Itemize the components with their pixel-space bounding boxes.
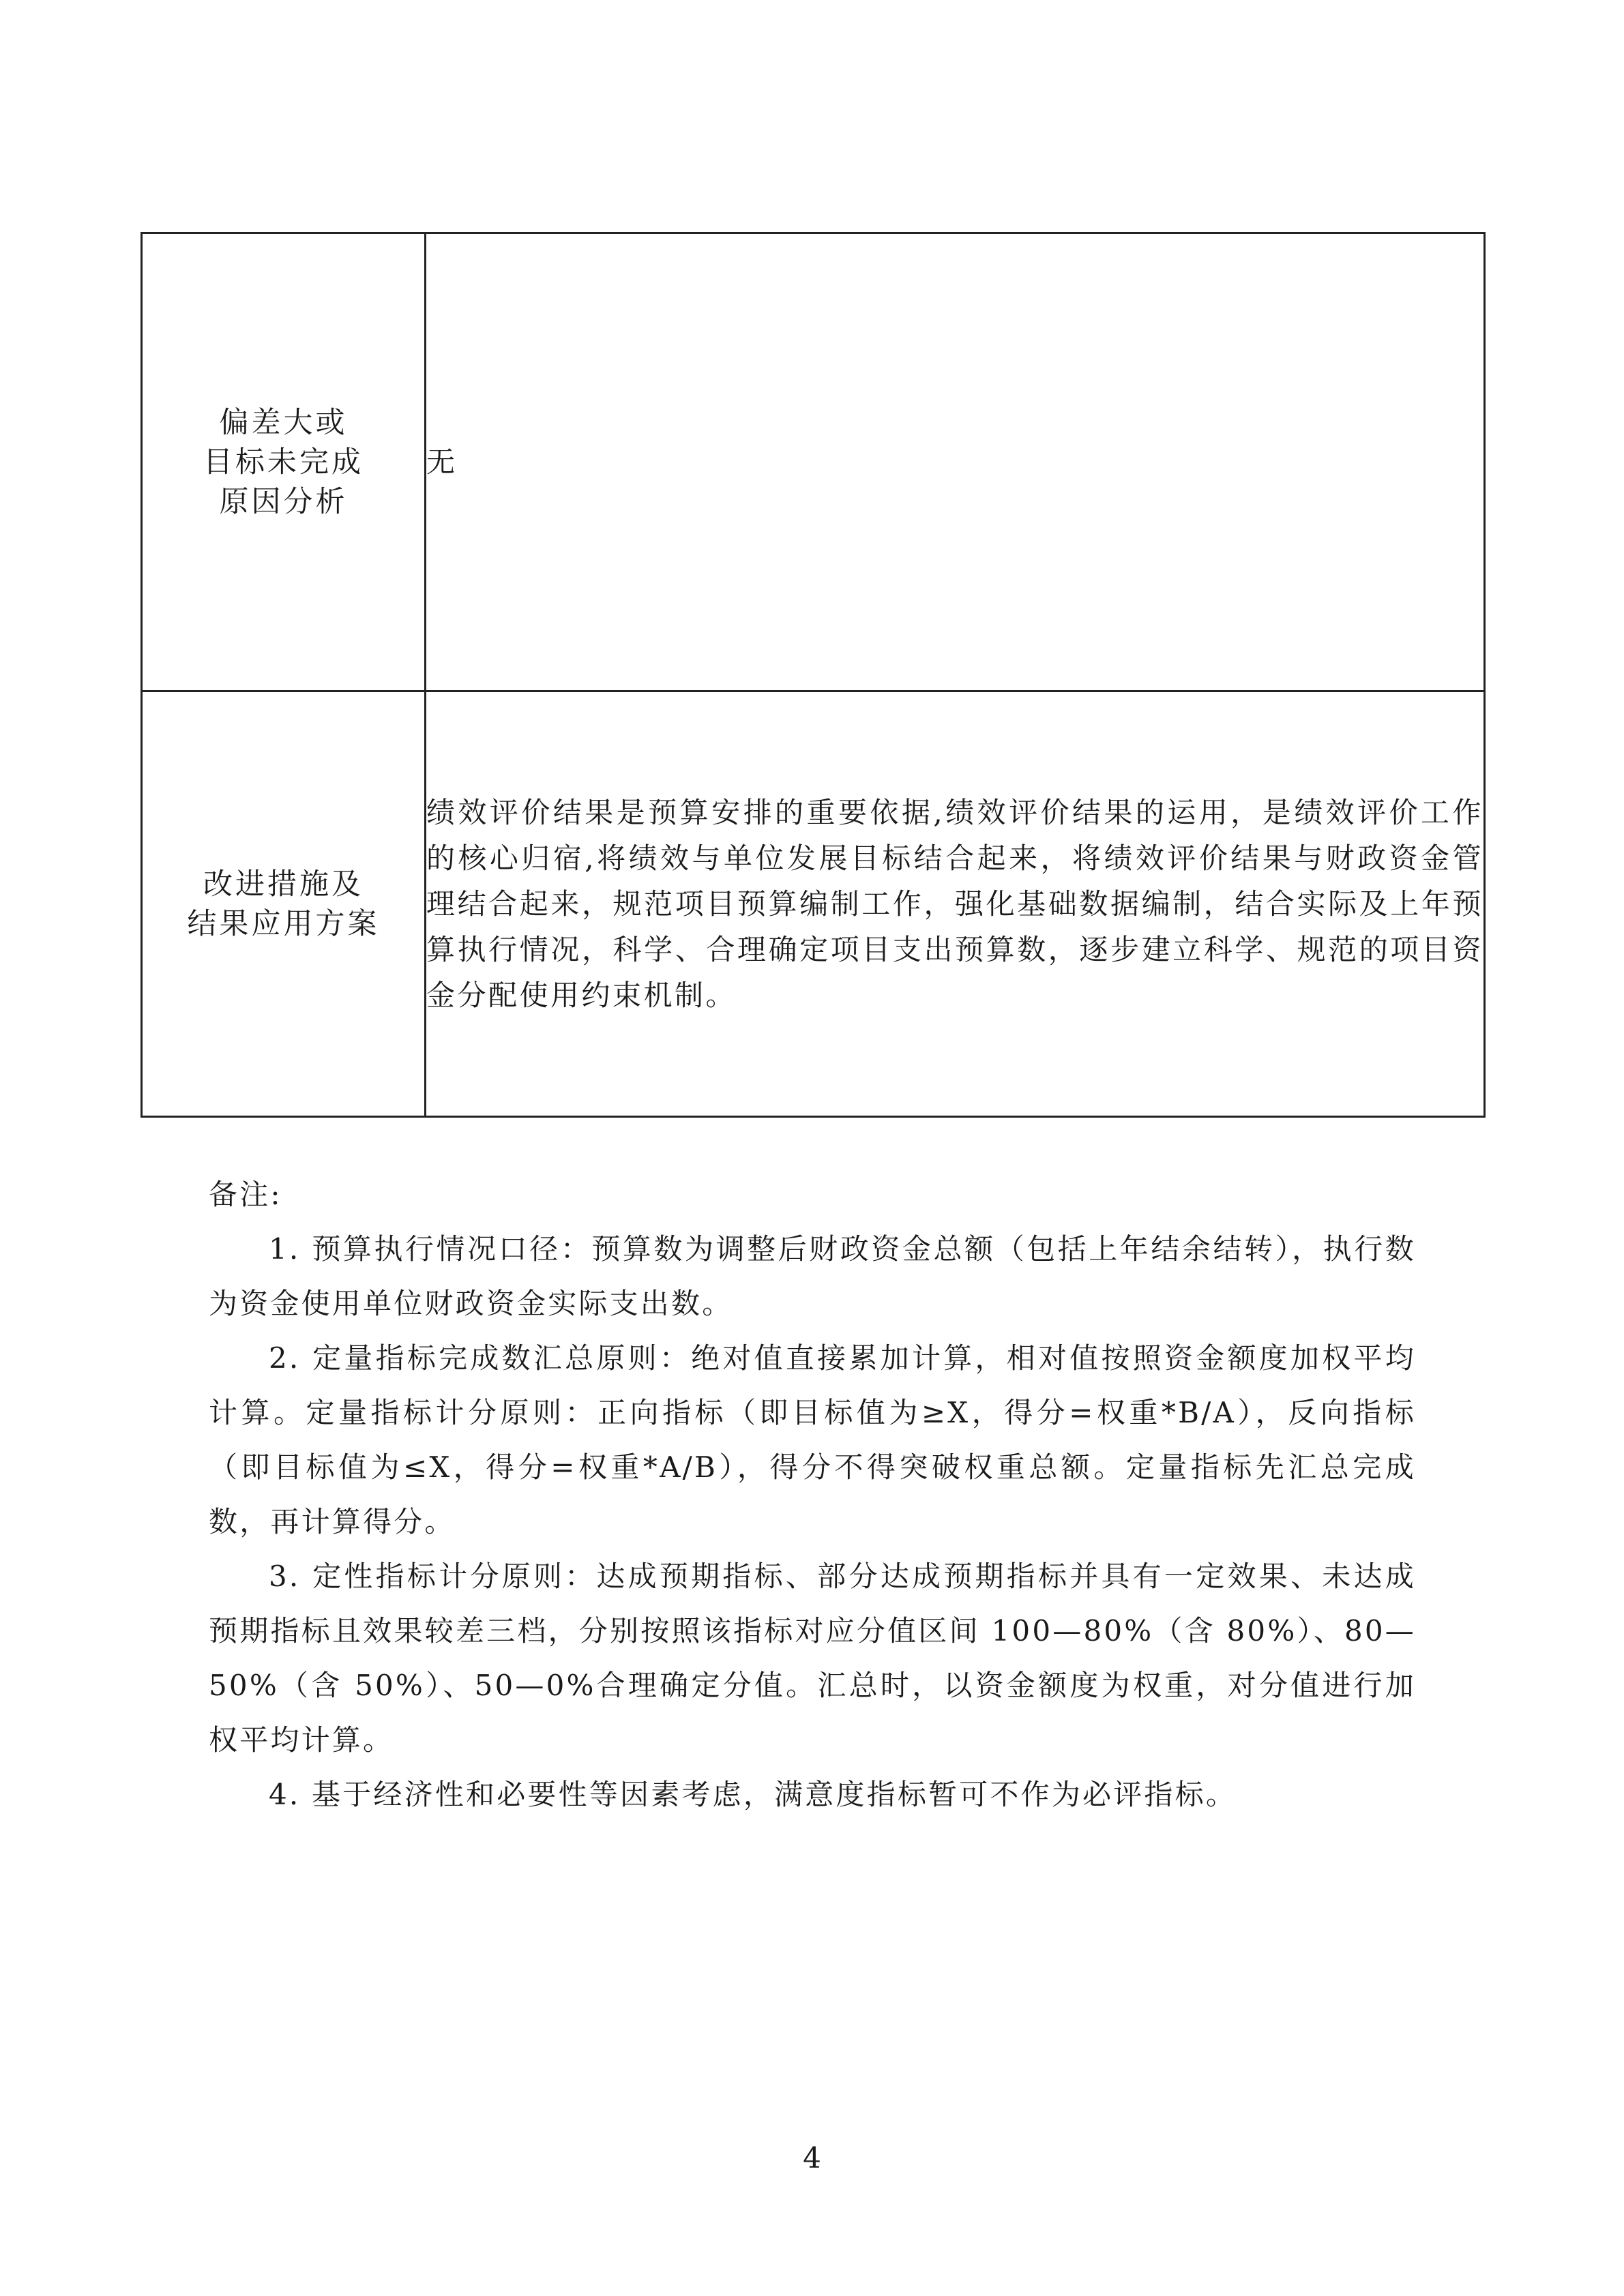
table-row-deviation-analysis	[142, 233, 1485, 691]
label-line: 目标未完成	[203, 445, 364, 479]
notes-section	[209, 1167, 1416, 1822]
evaluation-table	[141, 232, 1486, 1118]
label-line: 偏差大或	[219, 405, 348, 440]
page-number: 4	[803, 2141, 821, 2175]
row-label-improvement	[142, 691, 426, 1117]
label-line: 改进措施及	[203, 867, 364, 901]
note-item-1: 1. 预算执行情况口径：预算数为调整后财政资金总额（包括上年结余结转），执行数为资金使用单位财政资金实际支出数。	[209, 1232, 1416, 1320]
label-line: 原因分析	[219, 484, 348, 519]
row-label-deviation	[142, 233, 426, 691]
row-content-improvement: 绩效评价结果是预算安排的重要依据,绩效评价结果的运用，是绩效评价工作的核心归宿,将绩效与单位发展目标结合起来，将绩效评价结果与财政资金管理结合起来，规范项目预算编制工作，强化基础数据编制，结合实际及上年预算执行情况，科学、合理确定项目支出预算数，逐步建立科学、规范的项目资金分配使用约束机制。	[426, 691, 1485, 1117]
notes-title: 备注:	[209, 1178, 282, 1211]
note-item-3: 3. 定性指标计分原则：达成预期指标、部分达成预期指标并具有一定效果、未达成预期指标且效果较差三档，分别按照该指标对应分值区间 100—80%（含 80%）、80—50%（含 50%）、50—0%合理确定分值。汇总时，以资金额度为权重，对分值进行加权平均计算。	[209, 1560, 1416, 1757]
table-row-improvement-plan	[142, 691, 1485, 1117]
row-content-deviation: 无	[426, 233, 1485, 691]
note-item-2: 2. 定量指标完成数汇总原则：绝对值直接累加计算，相对值按照资金额度加权平均计算。定量指标计分原则：正向指标（即目标值为≥X，得分=权重*B/A），反向指标（即目标值为≤X，得分=权重*A/B），得分不得突破权重总额。定量指标先汇总完成数，再计算得分。	[209, 1341, 1416, 1538]
label-line: 结果应用方案	[187, 906, 380, 941]
note-item-4: 4. 基于经济性和必要性等因素考虑，满意度指标暂可不作为必评指标。	[269, 1778, 1237, 1811]
